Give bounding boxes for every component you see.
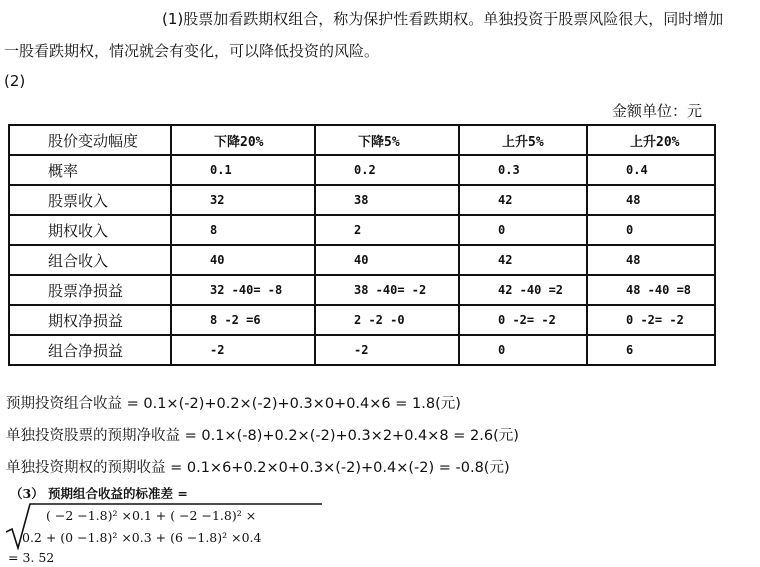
stdev-result: = 3. 52 bbox=[8, 550, 55, 565]
table-cell: 40 bbox=[171, 245, 315, 275]
table-cell: 42 -40 =2 bbox=[459, 275, 587, 305]
table-cell: 8 bbox=[171, 215, 315, 245]
table-cell: 42 bbox=[459, 245, 587, 275]
table-cell: 0.3 bbox=[459, 155, 587, 185]
stdev-formula-line-2: 0.2 + (0 −1.8)² ×0.3 + (6 −1.8)² ×0.4 bbox=[22, 530, 262, 545]
paragraph-1: (1)股票加看跌期权组合，称为保护性看跌期权。单独投资于股票风险很大，同时增加 bbox=[162, 10, 724, 28]
header-cell: 上升5% bbox=[459, 125, 587, 155]
table-cell: 48 bbox=[587, 185, 715, 215]
table-cell: 2 -2 -0 bbox=[315, 305, 459, 335]
stock-expected-return: 单独投资股票的预期净收益 = 0.1×(-8)+0.2×(-2)+0.3×2+0.4×8 = 2.6(元) bbox=[6, 428, 519, 444]
table-cell: 0 bbox=[459, 335, 587, 365]
table-row bbox=[9, 155, 715, 185]
row-label: 组合收入 bbox=[9, 245, 171, 275]
table-cell: 40 bbox=[315, 245, 459, 275]
table-cell: 0 bbox=[587, 215, 715, 245]
table-cell: 0 -2= -2 bbox=[587, 305, 715, 335]
unit-note: 金额单位：元 bbox=[611, 102, 702, 120]
stdev-formula-line-1: ( −2 −1.8)² ×0.1 + ( −2 −1.8)² × bbox=[46, 508, 257, 523]
row-label: 股票收入 bbox=[9, 185, 171, 215]
header-cell: 下降5% bbox=[315, 125, 459, 155]
table-cell: 0.2 bbox=[315, 155, 459, 185]
row-label: 期权净损益 bbox=[9, 305, 171, 335]
section-label-2: (2) bbox=[4, 72, 26, 90]
row-label: 期权收入 bbox=[9, 215, 171, 245]
table-row bbox=[9, 305, 715, 335]
portfolio-expected-return: 预期投资组合收益 = 0.1×(-2)+0.2×(-2)+0.3×0+0.4×6 = 1.8(元) bbox=[6, 396, 461, 412]
table-cell: 32 bbox=[171, 185, 315, 215]
table-cell: 2 bbox=[315, 215, 459, 245]
paragraph-2: 一股看跌期权，情况就会有变化，可以降低投资的风险。 bbox=[4, 42, 380, 60]
table-cell: 6 bbox=[587, 335, 715, 365]
header-cell: 上升20% bbox=[587, 125, 715, 155]
table-cell: -2 bbox=[315, 335, 459, 365]
option-expected-return: 单独投资期权的预期收益 = 0.1×6+0.2×0+0.3×(-2)+0.4×(-2) = -0.8(元) bbox=[6, 460, 510, 476]
table-cell: 0.4 bbox=[587, 155, 715, 185]
table-cell: 8 -2 =6 bbox=[171, 305, 315, 335]
row-label: 股票净损益 bbox=[9, 275, 171, 305]
table-row bbox=[9, 275, 715, 305]
table-cell: 38 -40= -2 bbox=[315, 275, 459, 305]
table-row bbox=[9, 245, 715, 275]
table-row bbox=[9, 215, 715, 245]
row-label: 概率 bbox=[9, 155, 171, 185]
table-cell: 38 bbox=[315, 185, 459, 215]
table-row bbox=[9, 185, 715, 215]
stdev-heading: （3） 预期组合收益的标准差 = bbox=[10, 486, 188, 501]
table-cell: 0.1 bbox=[171, 155, 315, 185]
table-row bbox=[9, 335, 715, 365]
row-label: 组合净损益 bbox=[9, 335, 171, 365]
table-header-row bbox=[9, 125, 715, 155]
table-cell: -2 bbox=[171, 335, 315, 365]
header-cell: 股价变动幅度 bbox=[9, 125, 171, 155]
header-cell: 下降20% bbox=[171, 125, 315, 155]
table-cell: 48 -40 =8 bbox=[587, 275, 715, 305]
table-cell: 0 bbox=[459, 215, 587, 245]
table-cell: 48 bbox=[587, 245, 715, 275]
profit-loss-table bbox=[8, 124, 716, 366]
table-cell: 42 bbox=[459, 185, 587, 215]
table-cell: 0 -2= -2 bbox=[459, 305, 587, 335]
table-cell: 32 -40= -8 bbox=[171, 275, 315, 305]
